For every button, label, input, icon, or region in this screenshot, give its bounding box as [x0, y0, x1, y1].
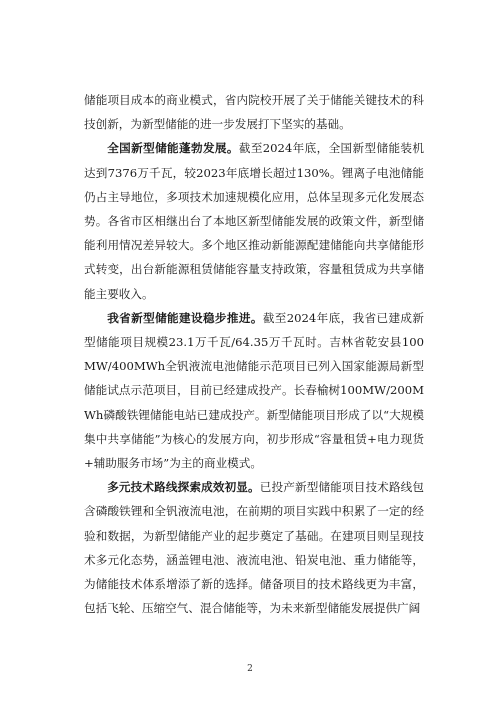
paragraph-continuation [84, 88, 424, 136]
paragraph-text: 已投产新型储能项目技术路线包含磷酸铁锂和全钒液流电池，在前期的项目实践中积累了一定的经验和数据，为新型储能产业的起步奠定了基础。在建项目则呈现技术多元化态势，涵盖锂电池、液流电池、铅炭电池、重力储能等，为储能技术体系增添了新的选择。储备项目的技术路线更为丰富，包括飞轮、压缩空气、混合储能等，为未来新型储能发展提供广阔 [84, 480, 424, 616]
body-text [84, 88, 424, 620]
paragraph-heading: 我省新型储能建设稳步推进。 [107, 310, 263, 325]
page-number: 2 [247, 664, 253, 674]
paragraph-national-storage [84, 136, 424, 305]
paragraph-heading: 多元技术路线探索成效初显。 [107, 480, 260, 495]
paragraph-text: 截至2024年底，我省已建成新型储能项目规模23.1万千瓦/64.35万千瓦时。吉林省乾安县100MW/400MWh全钒液流电池储能示范项目已列入国家能源局新型储能试点示范项目，目前已经建成投产。长春榆树100MW/200MWh磷酸铁锂储能电站已建成投产。新型储能项目形成了以“大规模集中共享储能”为核心的发展方向，初步形成“容量租赁+电力现货+辅助服务市场”为主的商业模式。 [84, 310, 424, 471]
paragraph-text: 截至2024年底，全国新型储能装机达到7376万千瓦，较2023年底增长超过130%。锂离子电池储能仍占主导地位，多项技术加速规模化应用，总体呈现多元化发展态势。各省市区相继出台了本地区新型储能发展的政策文件，新型储能利用情况差异较大。多个地区推动新能源配建储能向共享储能形式转变，出台新能源租赁储能容量支持政策，容量租赁成为共享储能主要收入。 [84, 141, 424, 301]
paragraph-provincial-storage [84, 306, 424, 475]
paragraph-text: 储能项目成本的商业模式，省内院校开展了关于储能关键技术的科技创新，为新型储能的进一步发展打下坚实的基础。 [84, 93, 424, 132]
paragraph-heading: 全国新型储能蓬勃发展。 [107, 141, 239, 156]
paragraph-technology-routes [84, 475, 424, 620]
